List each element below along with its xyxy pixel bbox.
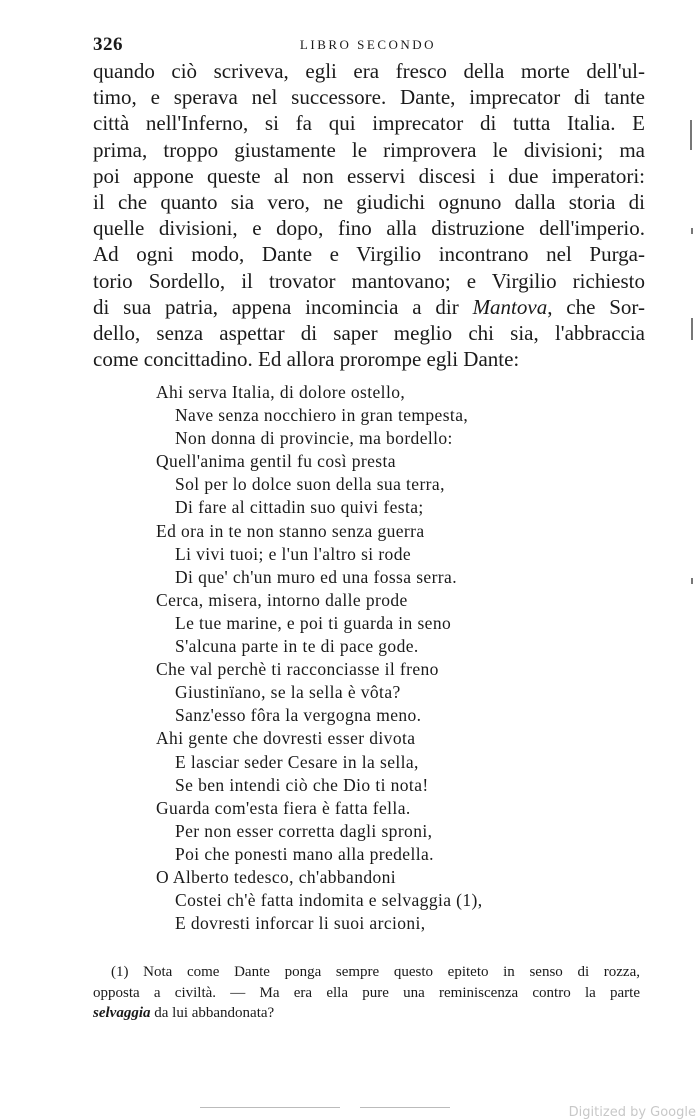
footnote-line: (1) Nota come Dante ponga sempre questo epiteto in senso di rozza, <box>111 964 640 980</box>
prose-line: dello, senza aspettar di saper meglio chi sia, l'abbraccia <box>93 321 645 346</box>
verse-line: E lasciar seder Cesare in la sella, <box>175 751 419 772</box>
verse-line: Non donna di provincie, ma bordello: <box>175 428 453 449</box>
prose-line: il che quanto sia vero, ne giudichi ognuno dalla storia di <box>93 190 645 215</box>
margin-scan-mark <box>691 318 693 340</box>
verse-line: Quell'anima gentil fu così presta <box>156 451 396 472</box>
prose-line: timo, e sperava nel successore. Dante, imprecator di tante <box>93 85 645 110</box>
footnote-line-with-emphasis <box>93 1003 640 1024</box>
footnote <box>93 962 640 1024</box>
verse-line: Le tue marine, e poi ti guarda in seno <box>175 612 452 633</box>
verse-line: Se ben intendi ciò che Dio ti nota! <box>175 774 429 795</box>
emphasized-word: selvaggia <box>93 1005 151 1021</box>
prose-text: , che Sor- <box>547 294 646 319</box>
verse-line: Giustinïano, se la sella è vôta? <box>175 682 401 703</box>
verse-line: Ahi gente che dovresti esser divota <box>156 728 416 749</box>
prose-paragraph <box>93 58 645 372</box>
verse-line: Di que' ch'un muro ed una fossa serra. <box>175 566 457 587</box>
prose-line: torio Sordello, il trovator mantovano; e Virgilio richiesto <box>93 268 645 293</box>
prose-line: quando ciò scriveva, egli era fresco della morte dell'ul- <box>93 59 645 83</box>
verse-line: Guarda com'esta fiera è fatta fella. <box>156 797 411 818</box>
verse-line: Nave senza nocchiero in gran tempesta, <box>175 405 469 426</box>
verse-line: Li vivi tuoi; e l'un l'altro si rode <box>175 543 412 564</box>
page-header <box>93 32 643 58</box>
verse-line: Sol per lo dolce suon della sua terra, <box>175 474 445 495</box>
emphasized-word: Mantova <box>472 294 548 319</box>
prose-text: di sua patria, appena incomincia a dir <box>93 294 459 319</box>
running-head: LIBRO SECONDO <box>299 37 437 52</box>
prose-line: quelle divisioni, e dopo, fino alla distruzione dell'imperio. <box>93 216 645 241</box>
watermark: Digitized by Google <box>568 1105 696 1120</box>
margin-scan-mark <box>691 228 693 234</box>
verse-line: Sanz'esso fôra la vergogna meno. <box>175 705 422 726</box>
prose-line: come concittadino. Ed allora prorompe egli Dante: <box>93 347 520 372</box>
margin-scan-mark <box>690 120 692 150</box>
verse-line: Ed ora in te non stanno senza guerra <box>156 520 425 541</box>
verse-line: Ahi serva Italia, di dolore ostello, <box>156 382 406 402</box>
verse-line: S'alcuna parte in te di pace gode. <box>175 636 419 657</box>
bottom-scan-rule <box>200 1107 340 1108</box>
prose-line-with-emphasis <box>93 294 645 320</box>
verse-line: Poi che ponesti mano alla predella. <box>175 843 434 864</box>
footnote-text: da lui abbandonata? <box>150 1005 275 1021</box>
verse-line: Per non esser corretta dagli sproni, <box>175 820 433 841</box>
footnote-line: opposta a civiltà. — Ma era ella pure una reminiscenza contro la parte <box>93 984 640 1001</box>
verse-line: E dovresti inforcar li suoi arcioni, <box>175 913 426 934</box>
page-number: 326 <box>93 34 123 55</box>
verse-line: Costei ch'è fatta indomita e selvaggia (1), <box>175 890 483 911</box>
margin-scan-mark <box>691 578 693 584</box>
prose-line: Ad ogni modo, Dante e Virgilio incontrano nel Purga- <box>93 242 645 267</box>
bottom-scan-rule <box>360 1107 450 1108</box>
prose-line: città nell'Inferno, si fa qui imprecator di tutta Italia. E <box>93 111 645 136</box>
verse-quotation <box>156 381 576 935</box>
prose-line: prima, troppo giustamente le rimprovera le divisioni; ma <box>93 137 645 162</box>
verse-line: Che val perchè ti racconciasse il freno <box>156 659 439 680</box>
verse-line: Di fare al cittadin suo quivi festa; <box>175 497 424 518</box>
verse-line: Cerca, misera, intorno dalle prode <box>156 589 408 610</box>
verse-line: O Alberto tedesco, ch'abbandoni <box>156 866 397 887</box>
prose-line: poi appone queste al non esservi discesi i due imperatori: <box>93 163 645 188</box>
